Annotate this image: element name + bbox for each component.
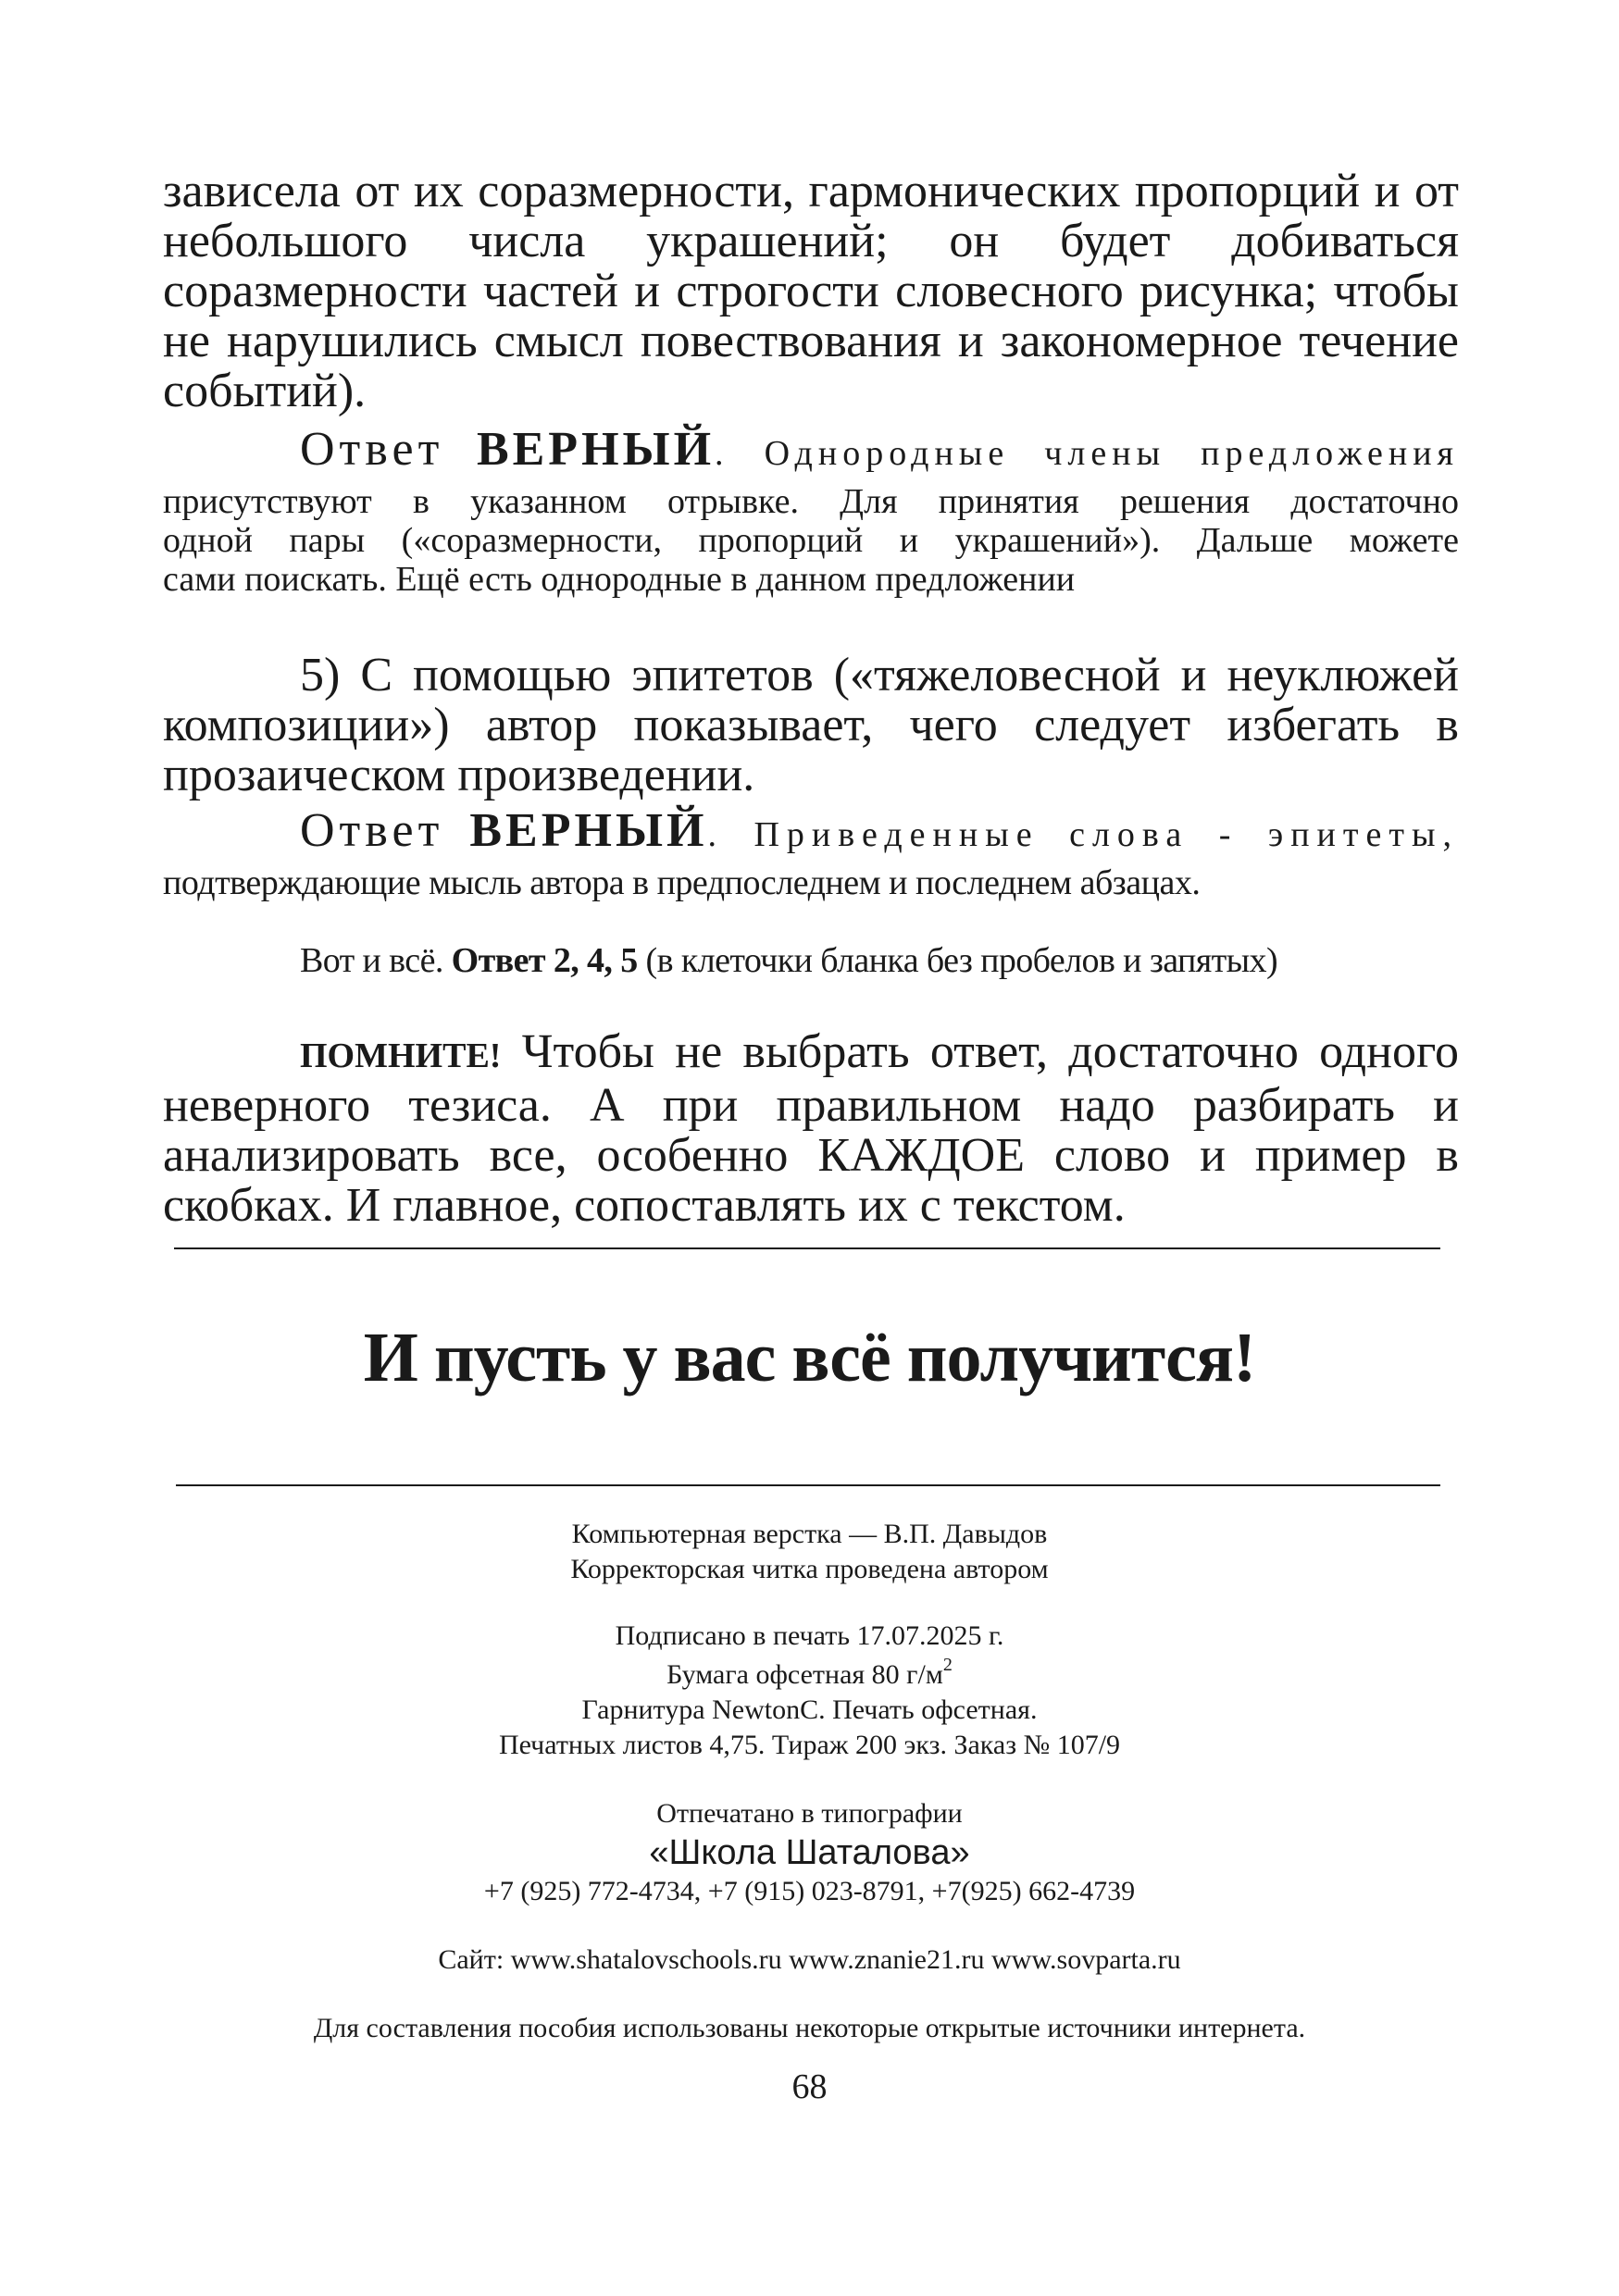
- imprint-paper: Бумага офсетная 80 г/м: [666, 1659, 943, 1690]
- verdict-label: ВЕРНЫЙ: [476, 423, 716, 476]
- page-number: 68: [791, 2067, 828, 2106]
- imprint-paper-sup: 2: [942, 1655, 953, 1675]
- verdict-text: . Однородные члены предложения: [715, 434, 1460, 473]
- reminder: [163, 1027, 1459, 1231]
- imprint-sites: Сайт: www.shatalovschools.ru www.znanie21.ru www.sovparta.ru: [438, 1944, 1181, 1975]
- divider-bottom: [176, 1484, 1440, 1486]
- verdict-5-head: [163, 802, 1459, 863]
- paragraph-continuation: [163, 167, 1459, 416]
- verdict-prefix: Ответ: [300, 423, 444, 476]
- text-line: присутствуют в указанном отрывке. Для принятия решения достаточно: [163, 482, 1459, 521]
- text-line: прозаическом произведении.: [163, 749, 755, 801]
- reminder-first: Чтобы не выбрать ответ, достаточно одного: [521, 1025, 1459, 1078]
- verdict-4-head: [163, 421, 1459, 482]
- text-line: подтверждающие мысль автора в предпоследнем и последнем абзацах.: [163, 863, 1201, 902]
- imprint-block: [0, 1517, 1619, 2046]
- imprint-phones: +7 (925) 772-4734, +7 (915) 023-8791, +7(925) 662-4739: [483, 1876, 1136, 1906]
- verdict-label: ВЕРНЫЙ: [469, 804, 708, 857]
- final-answer: [163, 941, 1459, 980]
- imprint-sources: Для составления пособия использованы некоторые открытые источники интернета.: [313, 2013, 1306, 2043]
- text-line: сами поискать. Ещё есть однородные в данном предложении: [163, 560, 1076, 599]
- verdict-text: . Приведенные слова - эпитеты,: [707, 815, 1460, 854]
- text-line: одной пары («соразмерности, пропорций и украшений»). Дальше можете: [163, 521, 1459, 560]
- text-line: анализировать все, особенно КАЖДОЕ слово и пример в: [163, 1129, 1459, 1182]
- imprint-proofreading: Корректорская читка проведена автором: [570, 1554, 1049, 1584]
- text-line: неверного тезиса. А при правильном надо разбирать и: [163, 1079, 1459, 1132]
- imprint-paper-line: [0, 1657, 1619, 1693]
- final-answer-lead: Вот и всё.: [300, 941, 443, 980]
- slogan-heading: И пусть у вас всё получится!: [363, 1319, 1256, 1396]
- text-line: соразмерности частей и строгости словесного рисунка; чтобы: [163, 265, 1459, 317]
- imprint-layout: Компьютерная верстка — В.П. Давыдов: [571, 1519, 1048, 1549]
- divider-top: [174, 1247, 1440, 1249]
- verdict-4: [163, 421, 1459, 599]
- text-line: композиции») автор показывает, чего следует избегать в: [163, 699, 1459, 751]
- verdict-5: [163, 802, 1459, 902]
- final-answer-tail: (в клеточки бланка без пробелов и запятых): [645, 941, 1278, 980]
- imprint-printed-at: Отпечатано в типографии: [656, 1798, 963, 1829]
- reminder-bold: ПОМНИТЕ!: [300, 1036, 502, 1075]
- text-line: скобках. И главное, сопоставлять их с текстом.: [163, 1179, 1126, 1232]
- text-line: небольшого числа украшений; он будет добиваться: [163, 215, 1459, 267]
- final-answer-line: [163, 941, 1459, 980]
- text-line: зависела от их соразмерности, гармонических пропорций и от: [163, 165, 1459, 217]
- imprint-signed: Подписано в печать 17.07.2025 г.: [615, 1620, 1004, 1651]
- imprint-sheets: Печатных листов 4,75. Тираж 200 экз. Заказ № 107/9: [498, 1730, 1121, 1760]
- statement-5: [163, 651, 1459, 800]
- imprint-printer: «Школа Шаталова»: [649, 1833, 970, 1872]
- text-line: событий).: [163, 365, 367, 417]
- final-answer-bold: Ответ 2, 4, 5: [451, 941, 638, 980]
- reminder-first-line: [163, 1027, 1459, 1081]
- text-line: не нарушились смысл повествования и закономерное течение: [163, 315, 1459, 367]
- verdict-prefix: Ответ: [300, 804, 444, 857]
- text-line: 5) С помощью эпитетов («тяжеловесной и неуклюжей: [300, 649, 1459, 701]
- imprint-typeface: Гарнитура NewtonC. Печать офсетная.: [581, 1694, 1038, 1725]
